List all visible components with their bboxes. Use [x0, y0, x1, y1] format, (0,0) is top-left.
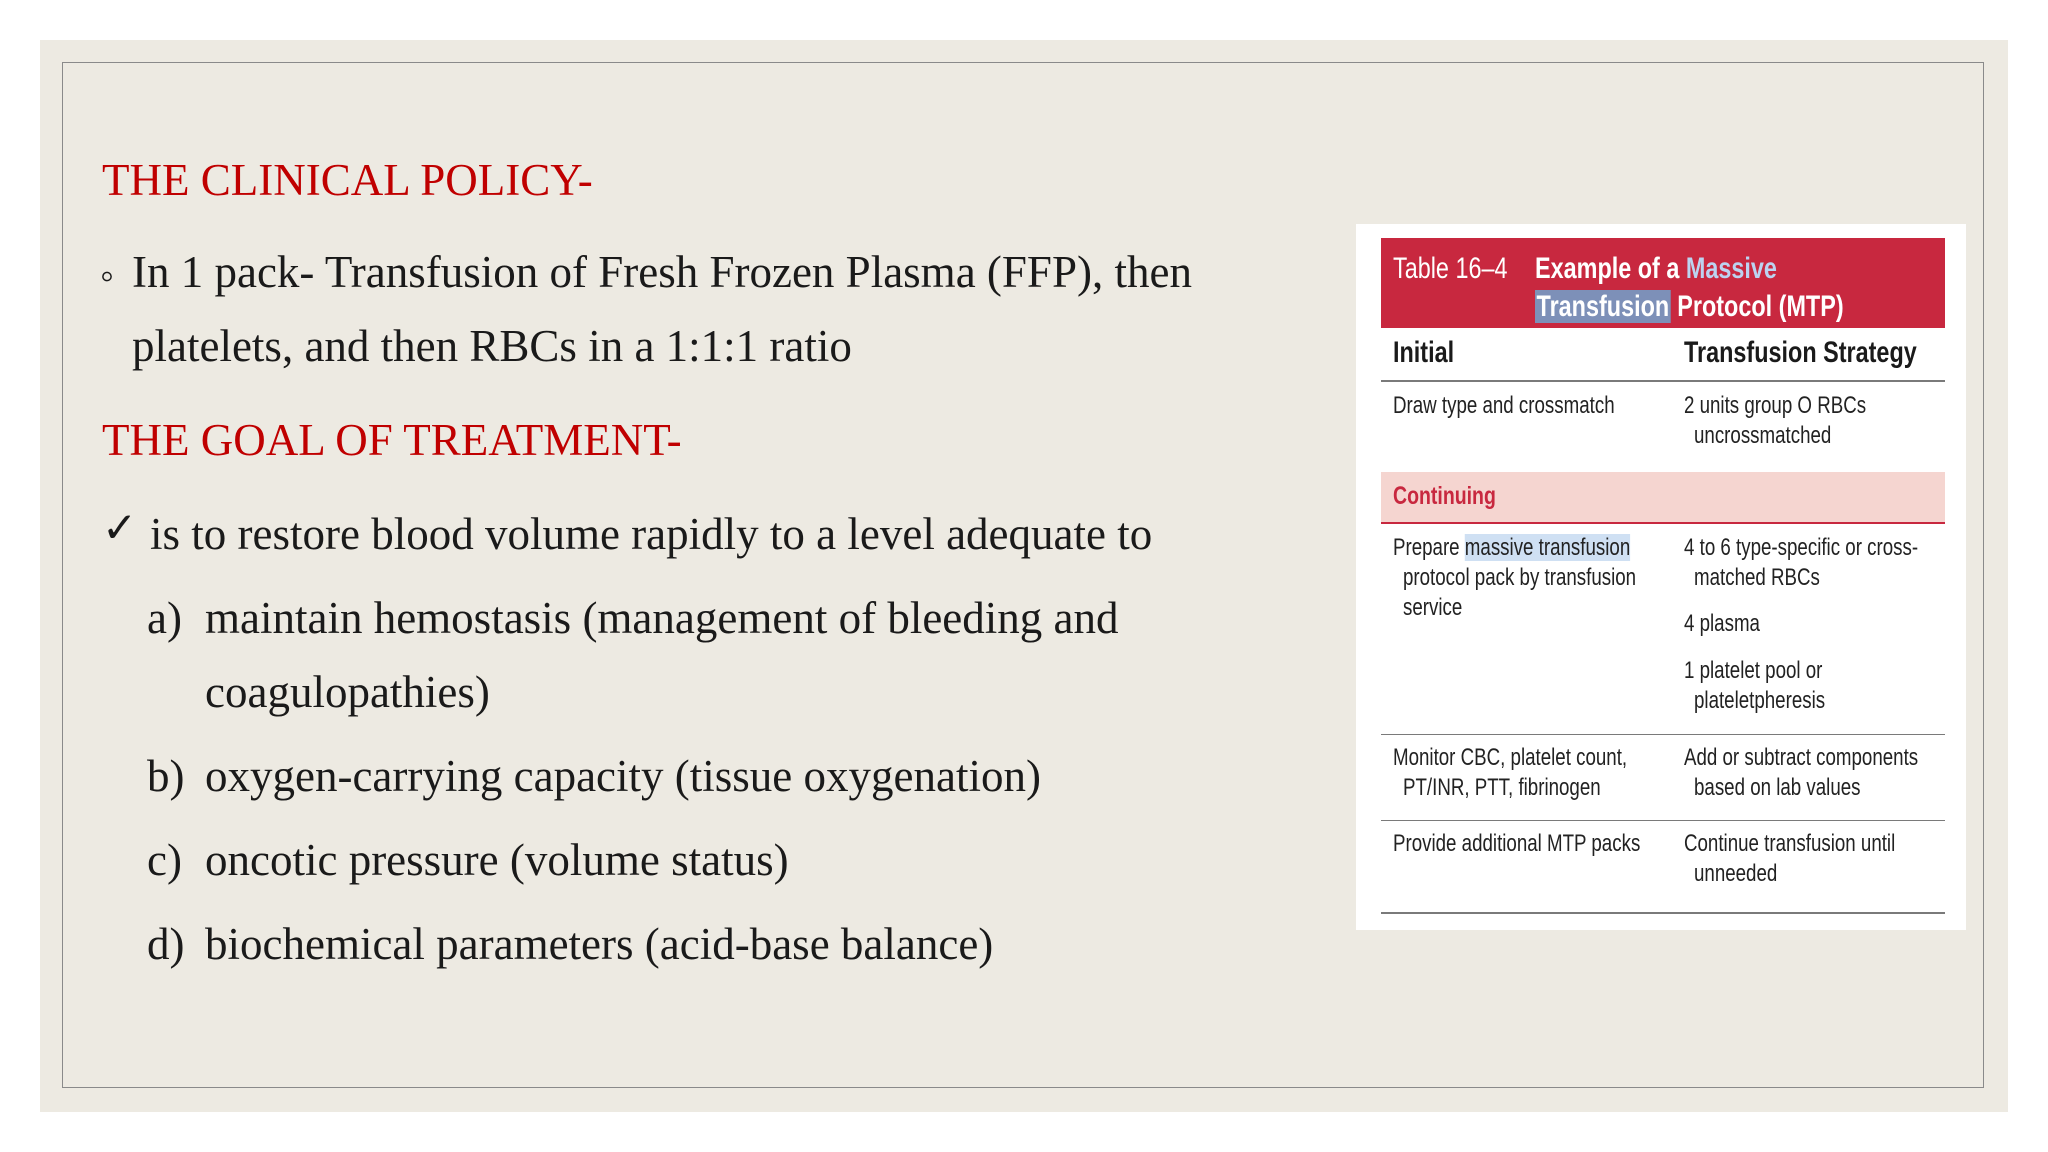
table-cell: uncrossmatched — [1694, 422, 1832, 449]
heading-clinical-policy: THE CLINICAL POLICY- — [102, 155, 593, 205]
table-cell: Continue transfusion until — [1684, 830, 1896, 857]
list-item-letter: a) — [147, 593, 182, 643]
list-item-text: maintain hemostasis (management of bleeding and — [205, 593, 1119, 643]
table-cell: 2 units group O RBCs — [1684, 392, 1867, 419]
table-cell: 4 plasma — [1684, 610, 1760, 637]
table-cell: matched RBCs — [1694, 564, 1820, 591]
table-title-line1 — [1535, 254, 1777, 284]
checkmark-icon: ✓ — [102, 506, 138, 552]
table-divider — [1381, 820, 1945, 821]
table-cell: protocol pack by transfusion — [1403, 564, 1637, 591]
table-title-text: Protocol (MTP) — [1670, 290, 1844, 323]
table-cell: 4 to 6 type-specific or cross- — [1684, 534, 1919, 561]
table-title-line2 — [1535, 292, 1844, 322]
table-divider — [1381, 734, 1945, 735]
list-item-text: biochemical parameters (acid-base balance) — [205, 919, 994, 969]
hollow-bullet-icon: ◦ — [100, 253, 115, 298]
table-divider — [1381, 380, 1945, 382]
table-cell-text: Prepare — [1393, 534, 1465, 561]
table-cell: based on lab values — [1694, 774, 1861, 801]
list-item-letter: c) — [147, 835, 182, 885]
goal-intro-text: is to restore blood volume rapidly to a level adequate to — [150, 509, 1153, 559]
table-cell: unneeded — [1694, 860, 1778, 887]
table-divider — [1381, 522, 1945, 524]
continuing-section-band — [1381, 472, 1945, 522]
table-cell: plateletpheresis — [1694, 687, 1826, 714]
column-header-strategy: Transfusion Strategy — [1684, 336, 1917, 369]
table-title-highlight: Transfusion — [1536, 290, 1670, 323]
policy-text-line1: In 1 pack- Transfusion of Fresh Frozen Plasma (FFP), then — [132, 247, 1192, 297]
table-title-highlight: Massive — [1685, 252, 1777, 285]
list-item-text: oncotic pressure (volume status) — [205, 835, 789, 885]
list-item-letter: b) — [147, 751, 185, 801]
heading-goal-of-treatment: THE GOAL OF TREATMENT- — [102, 415, 682, 465]
table-number: Table 16–4 — [1393, 252, 1508, 285]
mtp-table-image — [1356, 224, 1966, 930]
list-item-letter: d) — [147, 919, 185, 969]
list-item-text-continued: coagulopathies) — [205, 667, 490, 717]
policy-text-line2: platelets, and then RBCs in a 1:1:1 ratio — [132, 321, 852, 371]
table-cell: Provide additional MTP packs — [1393, 830, 1641, 857]
table-title-text: Example of a — [1535, 252, 1686, 285]
table-cell: Monitor CBC, platelet count, — [1393, 744, 1628, 771]
table-cell: 1 platelet pool or — [1684, 657, 1823, 684]
table-cell: PT/INR, PTT, fibrinogen — [1403, 774, 1601, 801]
column-header-initial: Initial — [1393, 336, 1455, 369]
continuing-label: Continuing — [1393, 482, 1496, 510]
table-cell: Draw type and crossmatch — [1393, 392, 1615, 419]
table-bottom-rule — [1381, 912, 1945, 914]
table-cell: Add or subtract components — [1684, 744, 1919, 771]
list-item-text: oxygen-carrying capacity (tissue oxygenation) — [205, 751, 1041, 801]
table-title-bar — [1381, 238, 1945, 328]
table-cell: service — [1403, 594, 1463, 621]
table-cell — [1393, 536, 1630, 560]
table-cell-highlight: massive transfusion — [1464, 534, 1631, 561]
